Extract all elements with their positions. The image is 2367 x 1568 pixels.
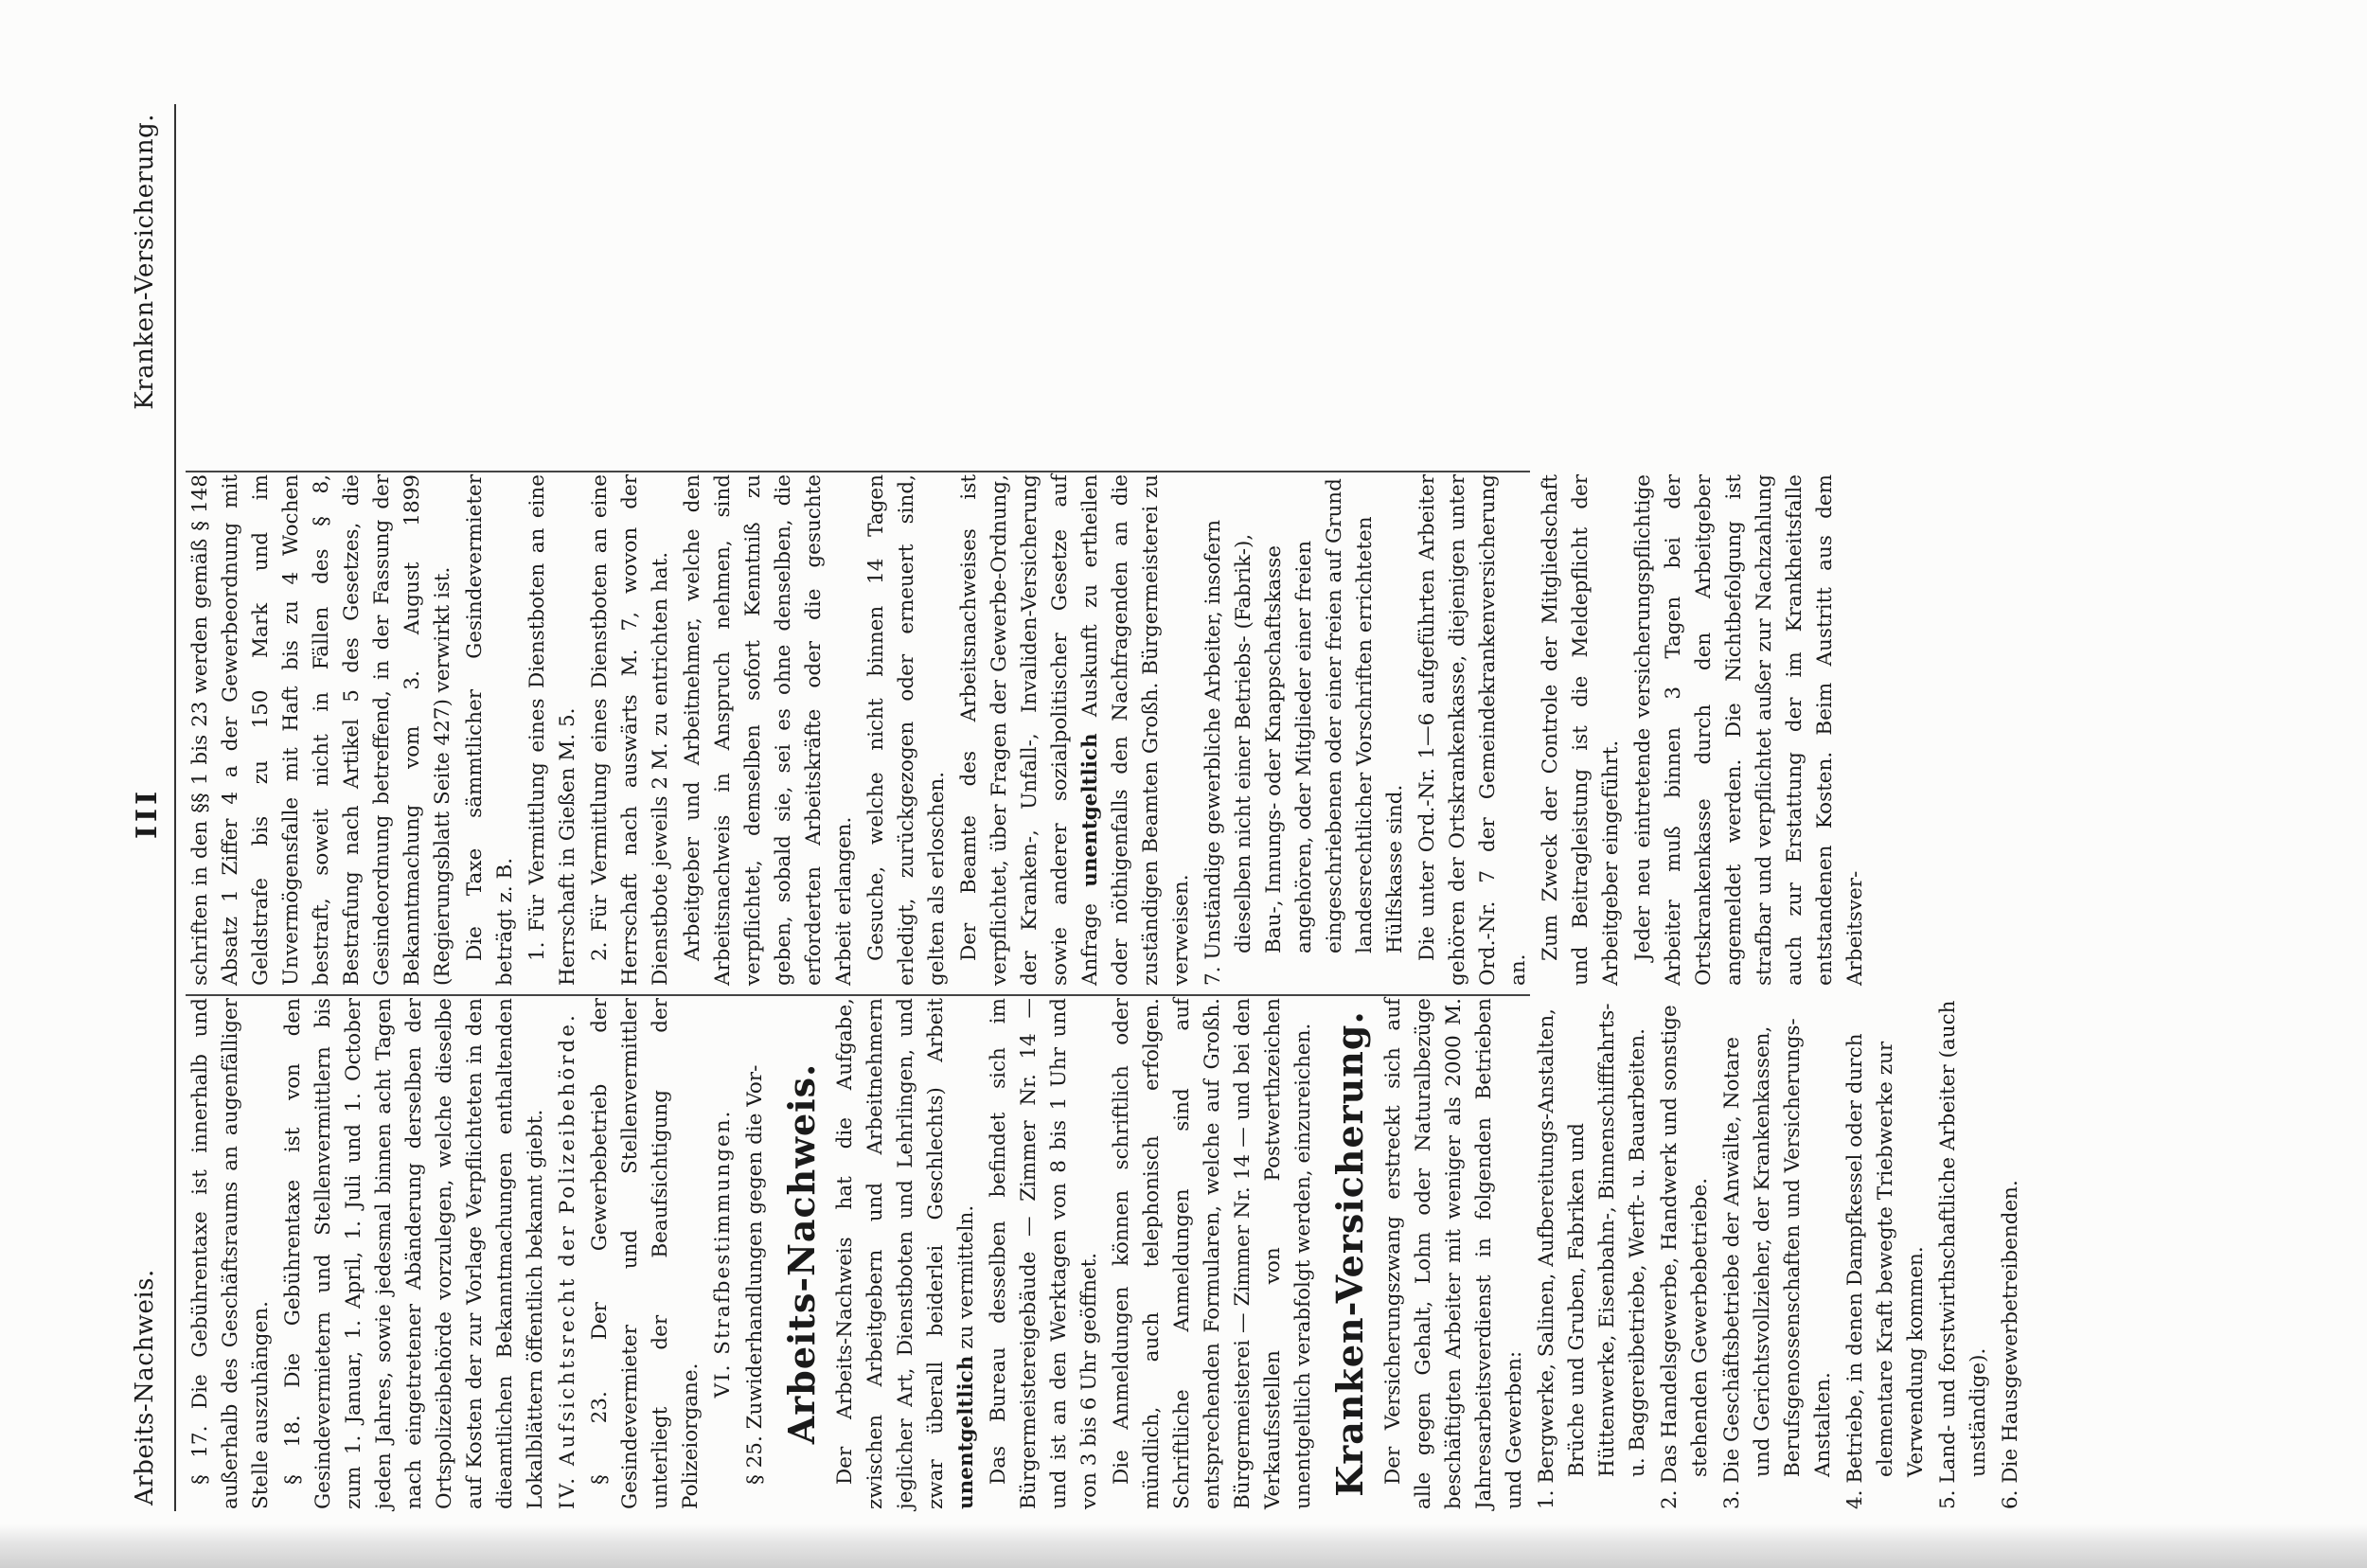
subheading-aufsichtsrecht: IV. Aufsichtsrecht der Polizeibehörde. bbox=[556, 1012, 579, 1509]
column-middle bbox=[186, 474, 1867, 986]
column-divider bbox=[186, 471, 1530, 472]
paragraph-section-23: § 23. Der Gewerbebetrieb der Gesindevermieter und Stellenvermittler unterliegt der Beaufsichtigung der Polizeiorgane. bbox=[588, 998, 703, 1509]
paragraph-arbeits-gesuche: Gesuche, welche nicht binnen 14 Tagen erledigt, zurückgezogen oder erneuert sind, gelten als erloschen. bbox=[864, 474, 949, 986]
list-item: 5. Land- und forstwirthschaftliche Arbeiter (auch unständige). bbox=[1936, 1000, 1990, 1509]
paragraph-section-18: § 18. Die Gebührentaxe ist von den Gesindevermietern und Stellenvermittlern bis zum 1. Januar, 1. April, 1. Juli und 1. October jeden Jahres, sowie jedesmal binnen acht Tagen nach eingetretener Abänderung derselben der Ortspolizeibehörde vorzulegen, welche dieselbe auf Kosten der zur Vorlage Verpflichteten in den dieamtlichen Bekanntmachungen enthaltenden Lokalblättern öffentlich bekannt giebt. bbox=[281, 998, 547, 1509]
header-rule bbox=[174, 104, 176, 1511]
section-title-kranken-versicherung: Kranken-Versicherung. bbox=[1328, 1010, 1371, 1497]
column-right-blank bbox=[186, 64, 1549, 462]
emphasis-unentgeltlich: unentgeltlich bbox=[1078, 733, 1102, 887]
paragraph-arbeits-auskunft: Der Beamte des Arbeitsnachweises ist verpflichtet, über Fragen der Gewerbe-Ordnung, der Kranken-, Unfall-, Invaliden-Versicherung sowie anderer sozialpolitischer Gesetze auf Anfrage unentgeltlich Auskunft zu ertheilen oder nöthigenfalls den Nachfragenden an die zuständigen Beamten Großh. Bürgermeisterei zu verweisen. bbox=[957, 474, 1193, 986]
column-left bbox=[186, 998, 2022, 1509]
paragraph-arbeits-pflicht: Arbeitgeber und Arbeitnehmer, welche den Arbeitsnachweis in Anspruch nehmen, sind verpflichtet, demselben sofort Kenntniß zu geben, sobald sie, sei es ohne denselben, die erforderten Arbeitskräfte oder die gesuchte Arbeit erlangen. bbox=[681, 474, 856, 986]
list-item: 7. Unständige gewerbliche Arbeiter, insofern dieselben nicht einer Betriebs- (Fabrik-), Bau-, Innungs- oder Knappschaftskasse angehören, oder Mitglieder einer freien eingeschriebenen oder einer freien auf Grund landesrechtlicher Vorschriften errichteten Hülfskasse sind. bbox=[1201, 478, 1407, 986]
paragraph-arbeits-anmeldungen: Die Anmeldungen können schriftlich oder mündlich, auch telephonisch erfolgen. Schriftliche Anmeldungen sind auf entsprechenden Formularen, welche auf Großh. Bürgermeisterei — Zimmer Nr. 14 — und bei den Verkaufsstellen von Postwerthzeichen unentgeltlich verabfolgt werden, einzureichen. bbox=[1110, 998, 1315, 1509]
paragraph-arbeits-bureau: Das Bureau desselben befindet sich im Bürgermeistereigebäude — Zimmer Nr. 14 — und ist an den Werktagen von 8 bis 1 Uhr und von 3 bis 6 Uhr geöffnet. bbox=[987, 998, 1101, 1509]
subheading-strafbestimmungen: VI. Strafbestimmungen. bbox=[711, 1109, 735, 1399]
list-item: 4. Betriebe, in denen Dampfkessel oder durch elementare Kraft bewegte Triebwerke zur Verwendung kommen. bbox=[1843, 1033, 1928, 1509]
taxe-item-1: 1. Für Vermittlung eines Dienstboten an eine Herrschaft in Gießen M. 5. bbox=[525, 474, 579, 986]
emphasis-unentgeltlich: unentgeltlich bbox=[954, 1355, 978, 1509]
list-item: 3. Die Geschäftsbetriebe der Anwälte, Notare und Gerichtsvollzieher, der Krankenkassen, Berufsgenossenschaften und Versicherungs-Anstalten. bbox=[1720, 1018, 1835, 1509]
page-number: III bbox=[131, 787, 164, 839]
running-head-right: Kranken-Versicherung. bbox=[131, 114, 159, 410]
list-item: 6. Die Hausgewerbetreibenden. bbox=[1999, 1180, 2022, 1509]
list-item: 2. Das Handelsgewerbe, Handwerk und sonstige stehenden Gewerbebetriebe. bbox=[1658, 1005, 1712, 1509]
paragraph-meldepflicht: Zum Zweck der Controle der Mitgliedschaft und Beitragleistung ist die Meldepflicht der Arbeitgeber eingeführt. bbox=[1539, 474, 1623, 986]
paragraph-ortskrankenkasse: Die unter Ord.-Nr. 1—6 aufgeführten Arbeiter gehören der Ortskrankenkasse, diejenigen unter Ord.-Nr. 7 der Gemeindekrankenversicherung an. bbox=[1415, 474, 1530, 986]
paragraph-section-17: § 17. Die Gebührentaxe ist innerhalb und außerhalb des Geschäftsraums an augenfälliger Stelle auszuhängen. bbox=[188, 998, 273, 1509]
scan-shadow-edge bbox=[0, 1524, 2367, 1568]
paragraph-versicherungszwang: Der Versicherungszwang erstreckt sich auf alle gegen Gehalt, Lohn oder Naturalbezüge beschäftigten Arbeiter mit weniger als 2000 M. Jahresarbeitsverdienst in folgenden Betrieben und Gewerben: bbox=[1381, 998, 1526, 1509]
list-item: 1. Bergwerke, Salinen, Aufbereitungs-Anstalten, Brüche und Gruben, Fabriken und Hüttenwerke, Eisenbahn-, Binnenschifffahrts- u. Baggereibetriebe, Werft- u. Bauarbeiten. bbox=[1535, 1003, 1649, 1509]
paragraph-taxe: Die Taxe sämmtlicher Gesindevermieter beträgt z. B. bbox=[463, 474, 517, 986]
paragraph-arbeits-aufgabe: Der Arbeits-Nachweis hat die Aufgabe, zwischen Arbeitgebern und Arbeitnehmern jeglicher Art, Dienstboten und Lehrlingen, und zwar überall beiderlei Geschlechts) Arbeit unentgeltlich zu vermitteln. bbox=[833, 998, 978, 1509]
paragraph-strafbestimmungen-cont: schriften in den §§ 1 bis 23 werden gemäß § 148 Absatz 1 Ziffer 4 a der Gewerbeordnung mit Geldstrafe bis zu 150 Mark und im Unvermögensfalle mit Haft bis zu 4 Wochen bestraft, soweit nicht in Fällen des § 8, Bestrafung nach Artikel 5 des Gesetzes, die Gesindeordnung betreffend, in der Fassung der Bekanntmachung vom 3. August 1899 (Regierungsblatt Seite 427) verwirkt ist. bbox=[188, 474, 454, 986]
paragraph-section-25: § 25. Zuwiderhandlungen gegen die Vor- bbox=[743, 1064, 767, 1485]
section-title-arbeits-nachweis: Arbeits-Nachweis. bbox=[780, 1062, 823, 1445]
running-head-left: Arbeits-Nachweis. bbox=[131, 1269, 159, 1506]
paragraph-anmeldung-arbeiter: Jeder neu eintretende versicherungspflichtige Arbeiter muß binnen 3 Tagen bei der Ortskrankenkasse durch den Arbeitgeber angemeldet werden. Die Nichtbefolgung ist strafbar und verpflichtet außer zur Nachzahlung auch zur Erstattung der im Krankheitsfalle entstandenen Kosten. Beim Austritt aus dem Arbeitsver- bbox=[1631, 474, 1867, 986]
taxe-item-2: 2. Für Vermittlung eines Dienstboten an eine Herrschaft nach auswärts M. 7, wovon der Dienstbote jeweils 2 M. zu entrichten hat. bbox=[588, 474, 672, 986]
column-divider bbox=[186, 994, 1530, 996]
